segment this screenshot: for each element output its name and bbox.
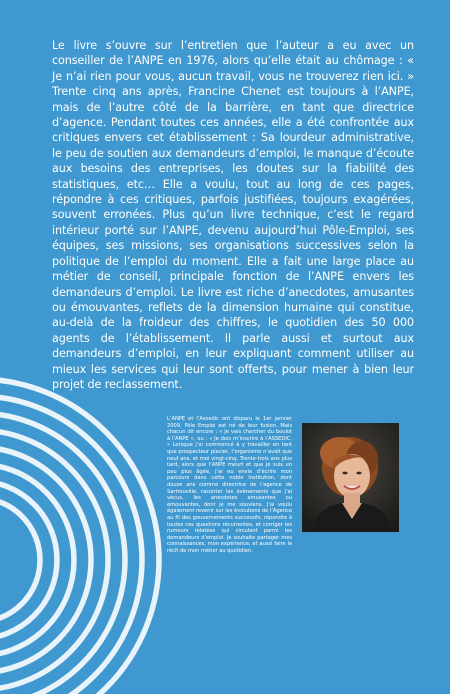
author-photo [302, 423, 399, 532]
book-summary: Le livre s’ouvre sur l’entretien que l’auteur a eu avec un conseiller de l’ANPE en 1976, alors qu’elle était au chômage : « Je n’ai rien pour vous, aucun travail, vous ne trouverez rien ici. » Trente cinq ans après, Francine Chenet est toujours à l’ANPE, mais de l’autre côté de la barrière, en tant que directrice d’agence. Pendant toutes ces années, elle a été confrontée aux critiques envers cet établissement : Sa lourdeur administrative, le peu de soutien aux demandeurs d’emploi, le manque d’écoute aux besoins des entreprises, les doutes sur la fiabilité des statistiques, etc… Elle a voulu, tout au long de ces pages, répondre à ces critiques, parfois justifiées, toujours exagérées, souvent erronées. Plus qu’un livre technique, c’est le regard intérieur porté sur l’ANPE, devenu aujourd’hui Pôle-Emploi, ses équipes, ses missions, ses organisations successives selon la politique de l’emploi du moment. Elle a fait une large place au métier de conseil, principale fonction de l’ANPE envers les demandeurs d’emploi. Le livre est riche d’anecdotes, amusantes ou émouvantes, reflets de la dimension humaine qui constitue, au-delà de la froideur des chiffres, le quotidien des 50 000 agents de l’établissement. Il parle aussi et surtout aux demandeurs d’emploi, en leur expliquant comment utiliser au mieux les services qui leur sont offerts, pour mener à bien leur projet de reclassement. [52, 39, 414, 391]
arc-4 [0, 447, 91, 673]
arc-1 [0, 498, 40, 622]
author-bio: L’ANPE et l’Assedic ont disparu le 1er janvier 2009. Pôle Emploi est né de leur fusion. Mais chacun dit encore : « Je vais chercher du boulot à l’ANPE », ou : « Je dois m’inscrire à l’ASSEDIC. » Lorsque j’ai commencé à y travailler en tant que prospecteur placier, l’organisme n’avait que neuf ans, et moi vingt-cinq. Trente-trois ans plus tard, alors que l’ANPE meurt et que je suis un peu plus âgée, j’ai eu envie d’écrire mon parcours dans cette noble institution, dont douze ans comme directrice de l’agence de Sartrouville, raconter les évènements que j’ai vécus, les anecdotes amusantes ou émouvantes, dont je me souviens. J’ai voulu également revenir sur les évolutions de l’Agence au fil des gouvernements successifs, répondre à toutes ces questions récurrentes, et corriger les rumeurs relatées qui circulent parmi les demandeurs d’emploi. Je souhaite partager mes connaissances, mon expérience, et aussi faire le récit de mon métier au quotidien. [167, 416, 292, 554]
arc-3 [0, 464, 74, 656]
